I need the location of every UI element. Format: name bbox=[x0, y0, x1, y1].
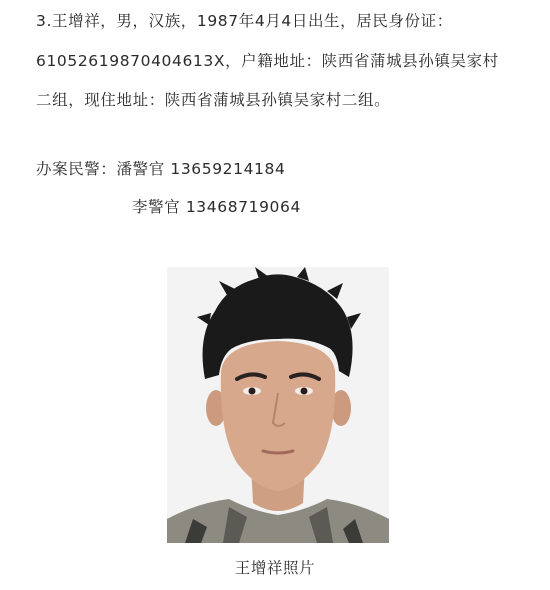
suspect-info-line-1: 3.王增祥，男，汉族，1987年4月4日出生，居民身份证： bbox=[36, 12, 453, 30]
portrait-illustration bbox=[167, 267, 389, 543]
officer-phone: 13659214184 bbox=[170, 160, 286, 178]
officer-row-2 bbox=[132, 197, 301, 217]
officer-row-1 bbox=[36, 159, 285, 179]
photo-caption: 王增祥照片 bbox=[234, 559, 316, 577]
suspect-info-line-2: 61052619870404613X，户籍地址：陕西省蒲城县孙镇吴家村 bbox=[36, 52, 499, 70]
officer-phone: 13468719064 bbox=[185, 198, 301, 216]
suspect-photo bbox=[167, 267, 389, 543]
suspect-info-line-3: 二组，现住地址：陕西省蒲城县孙镇吴家村二组。 bbox=[36, 91, 391, 109]
officer-name: 潘警官 bbox=[116, 160, 165, 178]
officers-label: 办案民警： bbox=[36, 160, 117, 178]
officer-name: 李警官 bbox=[132, 198, 181, 216]
